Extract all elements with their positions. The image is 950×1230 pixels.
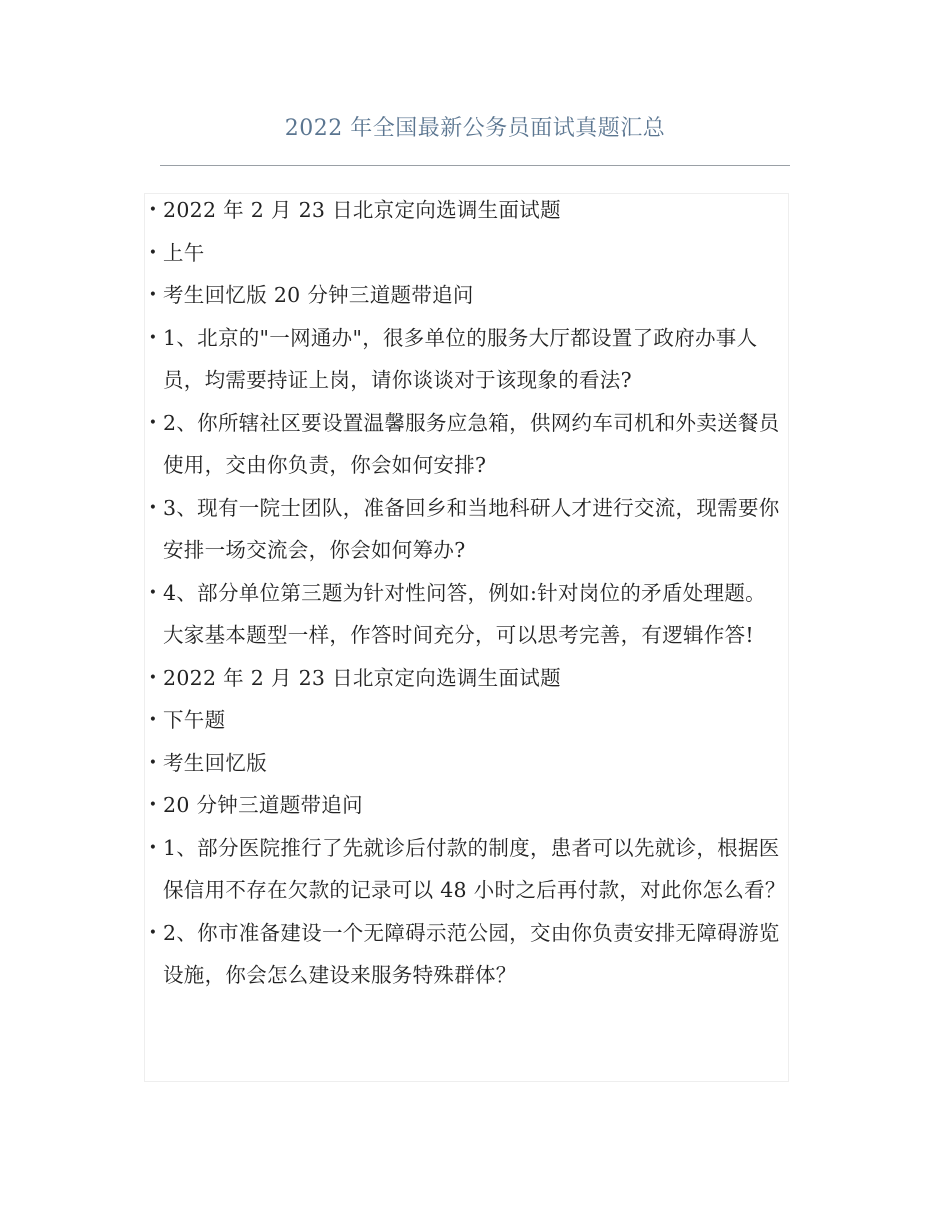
list-item-text: 3、现有一院士团队，准备回乡和当地科研人才进行交流，现需要你安排一场交流会，你会如何筹办? [163,495,780,562]
list-item-text: 1、部分医院推行了先就诊后付款的制度，患者可以先就诊，根据医保信用不存在欠款的记录可以 48 小时之后再付款，对此你怎么看？ [163,835,786,902]
title-divider [160,165,790,166]
bullet-icon: • [148,712,158,728]
bullet-icon: • [148,754,158,771]
bullet-icon: • [148,329,158,346]
list-item-text: 下午题 [163,708,226,732]
bullet-icon: • [148,839,158,856]
list-item [146,189,786,232]
bullet-icon: • [148,499,158,516]
list-item-text: 2、你市准备建设一个无障碍示范公园，交由你负责安排无障碍游览设施，你会怎么建设来服务特殊群体？ [163,920,780,987]
bullet-icon: • [148,669,158,686]
list-item [146,699,786,742]
bullet-icon: • [148,287,158,303]
list-item-text: 2、你所辖社区要设置温馨服务应急箱，供网约车司机和外卖送餐员使用，交由你负责，你会如何安排? [163,410,780,477]
list-item [146,657,786,700]
bullet-icon: • [148,584,158,601]
list-item [146,912,786,997]
bullet-icon: • [148,924,158,941]
bullet-icon: • [148,202,158,218]
list-item-text: 2022 年 2 月 23 日北京定向选调生面试题 [163,198,561,222]
page-title: 2022 年全国最新公务员面试真题汇总 [284,116,666,141]
list-item [146,317,786,402]
list-item [146,742,786,785]
bullet-icon: • [148,414,158,431]
bullet-icon: • [148,797,158,813]
list-item [146,274,786,317]
list-item-text: 上午 [163,240,205,265]
list-item [146,572,786,657]
question-list [146,189,786,997]
list-item [146,402,786,487]
list-item-text: 4、部分单位第三题为针对性问答，例如:针对岗位的矛盾处理题。大家基本题型一样，作答时间充分，可以思考完善，有逻辑作答! [163,580,766,647]
list-item-text: 考生回忆版 [163,750,267,775]
list-item [146,487,786,572]
list-item-text: 考生回忆版 20 分钟三道题带追问 [163,283,474,307]
list-item-text: 1、北京的"一网通办"，很多单位的服务大厅都设置了政府办事人员，均需要持证上岗，请你谈谈对于该现象的看法? [163,325,758,392]
list-item [146,232,786,275]
list-item-text: 20 分钟三道题带追问 [163,793,363,817]
list-item [146,827,786,912]
list-item-text: 2022 年 2 月 23 日北京定向选调生面试题 [163,665,561,690]
list-item [146,784,786,827]
bullet-icon: • [148,244,158,261]
